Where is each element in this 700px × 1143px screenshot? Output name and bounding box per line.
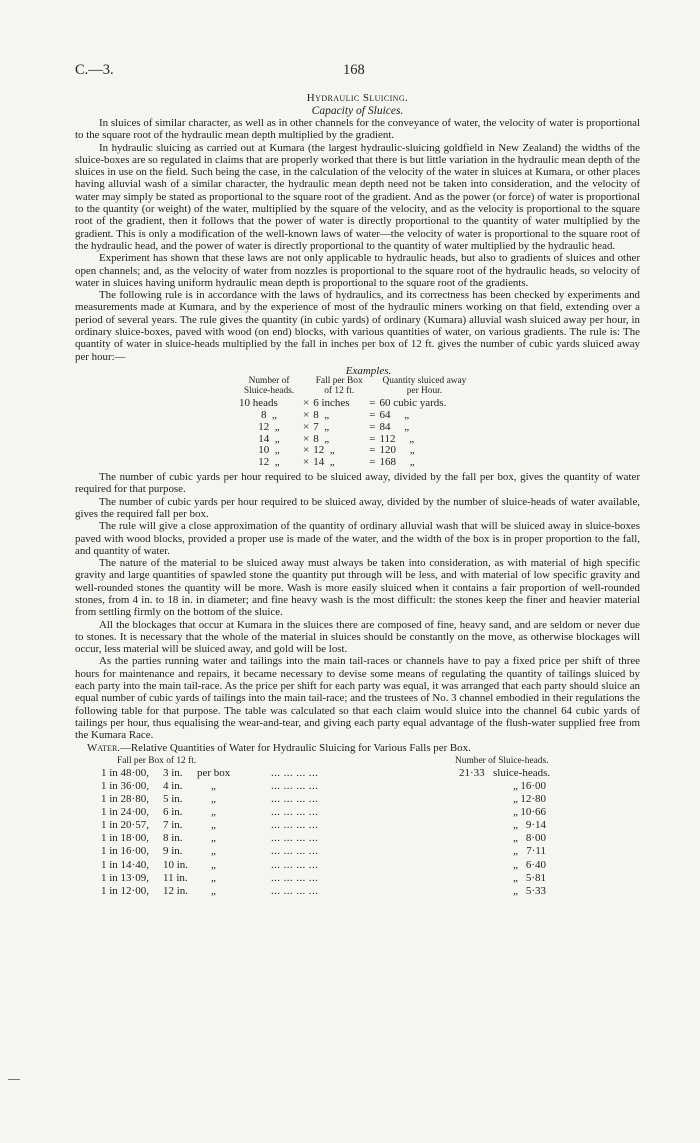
- section-subtitle: Capacity of Sluices.: [311, 105, 404, 117]
- sluice-heads-number: 7·11: [526, 845, 546, 858]
- times-sign: ×: [303, 456, 310, 469]
- examples-table: [237, 377, 471, 469]
- equals-sign: =: [369, 456, 376, 469]
- fall-inches: 10 in.: [163, 858, 189, 871]
- sluice-heads-number: 6·40: [525, 858, 546, 871]
- examples-title: Examples.: [345, 364, 392, 377]
- page-header: [75, 62, 640, 80]
- fall-ratio: 1 in 20·57,: [101, 819, 149, 832]
- paragraph: As the parties running water and tailings into the main tail-races or channels have to pay a fixed price per shift of three hours for maintenance and repairs, it became necessary to devise some means of regulating the quantity of tailings sluiced by each party into the main tail-race. As the price per shift for each party was equal, it was arranged that each party should sluice an equal number of cubic yards of tailings into the main tail-race; and the trustees of No. 3 channel embodied in their regulations the following table for that purpose. The table was calculated so that each claim would sluice into the channel 64 cubic yards of tailings per hour, thus equalising the wear-and-tear, and giving each party equal advantage of the flush-water supplied free from the Kumara Race.: [75, 655, 640, 742]
- per-box: „: [211, 793, 216, 806]
- fall-ratio: 1 in 36·00,: [101, 779, 149, 792]
- sluice-heads-unit: „: [513, 806, 518, 819]
- fall-ratio: 1 in 12·00,: [101, 884, 149, 897]
- fall-cell: 12 „: [313, 444, 335, 457]
- times-sign: ×: [303, 397, 310, 410]
- column-header-number: Number of Sluice-heads.: [455, 755, 549, 766]
- fall-inches: 7 in.: [163, 819, 183, 832]
- sluice-heads-unit: „: [513, 819, 518, 832]
- quantity-cell: 84 „: [379, 420, 410, 433]
- examples-row: [237, 422, 471, 434]
- quantity-cell: 60 cubic yards.: [379, 397, 447, 410]
- per-box: per box: [197, 766, 231, 779]
- fall-cell: 8 „: [313, 432, 330, 445]
- water-table-row: [101, 885, 640, 898]
- sluice-heads-cell: 14 „: [258, 432, 280, 445]
- fall-ratio: 1 in 14·40,: [101, 858, 149, 871]
- sluice-heads-cell: 10 „: [258, 444, 280, 457]
- paragraph: In hydraulic sluicing as carried out at Kumara (the largest hydraulic-sluicing goldfield in New Zealand) the widths of the sluice-boxes are so regulated in claims that are properly worked that there is but little variation in the hydraulic mean depth of the sluices in use on the field. Such being the case, in the calculation of the velocity of the water in sluices at Kumara, or other places having alluvial wash of a similar character, the hydraulic mean depth need not be taken into consideration, and the velocity of water may simply be stated as proportional to the square root of the gradient. And as the power (or force) of water is proportional to the quantity (or weight) of the water, multiplied by the square of the velocity, and as the velocity is proportional to the square root of the gradient, then it follows that the power of water is directly proportional to the quantity of water multiplied by the gradient. This is only a modification of the well-known laws of water—the velocity of water is proportional to the square root of the hydraulic head, and the power of water is directly proportional to the quantity of water multiplied by the hydraulic head.: [75, 141, 640, 252]
- quantity-cell: 64 „: [379, 409, 410, 422]
- sluice-heads-number: 21·33: [459, 766, 485, 779]
- leader-dots: ... ... ... ...: [271, 884, 319, 897]
- paragraph: The rule will give a close approximation of the quantity of ordinary alluvial wash that will be sluiced away in sluice-boxes paved with wood blocks, provided a proper use is made of the water, and the width of the box is in proper proportion to the fall, and quantity of water.: [75, 520, 640, 557]
- sluice-heads-number: 9·14: [525, 819, 546, 832]
- sluice-heads-unit: sluice-heads.: [493, 766, 551, 779]
- sluice-heads-unit: „: [513, 858, 518, 871]
- sluice-heads-cell: 12 „: [258, 456, 280, 469]
- times-sign: ×: [303, 420, 310, 433]
- per-box: „: [211, 779, 216, 792]
- leader-dots: ... ... ... ...: [271, 779, 319, 792]
- water-table-column-headers: [101, 756, 640, 767]
- sluice-heads-unit: „: [513, 845, 518, 858]
- water-table-row: [101, 832, 640, 845]
- water-table-row: [101, 819, 640, 832]
- per-box: „: [211, 884, 216, 897]
- water-table-row: [101, 780, 640, 793]
- paragraph: The nature of the material to be sluiced away must always be taken into consideration, as with material of high specific gravity and large quantities of spawled stone the quantity put through will be less, and with material of low specific gravity and well-rounded stones the quantity will be more. Wash is more easily sluiced when it contains a fair proportion of well-rounded stones, from 4 in. to 18 in. in diameter; and fine heavy wash is the most difficult: the stones keep the finer and heavier material from settling firmly on the bottom of the sluice.: [75, 557, 640, 619]
- paragraph: The following rule is in accordance with the laws of hydraulics, and its correctness has been checked by experiments and measurements made at Kumara, and by the experience of most of the hydraulic miners working on that field, extending over a period of several years. The rule gives the quantity (in cubic yards) of ordinary (Kumara) alluvial wash sluiced away per hour, in ordinary sluice-boxes, paved with wood (on end) blocks, with various quantities of water, on various gradients. The rule is: The quantity of water in sluice-heads multiplied by the fall in inches per box of 12 ft. gives the number of cubic yards sluiced away per hour:—: [75, 289, 640, 363]
- fall-ratio: 1 in 48·00,: [101, 766, 149, 779]
- fall-cell: 8 „: [313, 409, 330, 422]
- fall-inches: 3 in.: [163, 766, 183, 779]
- sluice-heads-cell: 10 heads: [239, 397, 278, 410]
- per-box: „: [211, 845, 216, 858]
- equals-sign: =: [369, 409, 376, 422]
- sluice-heads-cell: 12 „: [258, 420, 280, 433]
- equals-sign: =: [369, 397, 376, 410]
- sluice-heads-unit: „: [513, 884, 518, 897]
- leader-dots: ... ... ... ...: [271, 858, 319, 871]
- page-number: 168: [343, 62, 365, 78]
- fall-cell: 14 „: [313, 456, 335, 469]
- paragraph: Experiment has shown that these laws are not only applicable to hydraulic heads, but also to gradients of sluices and other open channels; and, as the velocity of water from nozzles is proportional to the square root of the hydraulic heads, so velocity of water in sluices having uniform hydraulic mean depth is proportional to the square root of the gradients.: [75, 252, 640, 289]
- examples-row: [237, 457, 471, 469]
- section-title: Hydraulic Sluicing.: [306, 92, 409, 104]
- fall-cell: 7 „: [313, 420, 330, 433]
- paragraph: All the blockages that occur at Kumara in the sluices there are composed of fine, heavy sand, and are seldom or never due to stones. It is necessary that the whole of the material in sluices should be constantly on the move, as otherwise blockages will occur, less material will be sluiced away, and gold will be lost.: [75, 618, 640, 656]
- times-sign: ×: [303, 444, 310, 457]
- equals-sign: =: [369, 444, 376, 457]
- sluice-heads-number: 12·80: [520, 793, 546, 806]
- column-header-sluice-heads: Number of Sluice-heads.: [243, 376, 295, 396]
- paragraph: The number of cubic yards per hour required to be sluiced away, divided by the fall per box, gives the quantity of water required for that purpose.: [75, 471, 640, 496]
- sluice-heads-number: 5·33: [525, 884, 546, 897]
- water-table-heading: [75, 742, 640, 754]
- leader-dots: ... ... ... ...: [271, 766, 319, 779]
- margin-mark: [8, 1079, 20, 1080]
- sluice-heads-number: 16·00: [520, 779, 546, 792]
- document-reference: C.—3.: [75, 62, 114, 78]
- fall-inches: 9 in.: [163, 845, 183, 858]
- sluice-heads-number: 5·81: [525, 871, 546, 884]
- equals-sign: =: [369, 420, 376, 433]
- leader-dots: ... ... ... ...: [271, 806, 319, 819]
- paragraph: In sluices of similar character, as well as in other channels for the conveyance of water, the velocity of water is proportional to the square root of the hydraulic mean depth multiplied by the gradient.: [75, 117, 640, 142]
- water-table-title: —Relative Quantities of Water for Hydraulic Sluicing for Various Falls per Box.: [120, 741, 471, 754]
- fall-inches: 12 in.: [163, 884, 189, 897]
- fall-inches: 5 in.: [163, 793, 183, 806]
- leader-dots: ... ... ... ...: [271, 832, 319, 845]
- column-header-fall-per-box: Fall per Box of 12 ft.: [315, 376, 363, 396]
- fall-ratio: 1 in 28·80,: [101, 793, 149, 806]
- sluice-heads-unit: „: [513, 832, 518, 845]
- fall-ratio: 1 in 16·00,: [101, 845, 149, 858]
- sluice-heads-unit: „: [513, 871, 518, 884]
- per-box: „: [211, 819, 216, 832]
- water-table-row: [101, 793, 640, 806]
- leader-dots: ... ... ... ...: [271, 793, 319, 806]
- fall-inches: 11 in.: [163, 871, 188, 884]
- fall-inches: 6 in.: [163, 806, 183, 819]
- leader-dots: ... ... ... ...: [271, 819, 319, 832]
- fall-ratio: 1 in 24·00,: [101, 806, 149, 819]
- water-table-row: [101, 872, 640, 885]
- sluice-heads-unit: „: [513, 793, 518, 806]
- water-table: [101, 756, 640, 898]
- water-table-row: [101, 767, 640, 780]
- per-box: „: [211, 832, 216, 845]
- quantity-cell: 120 „: [379, 444, 415, 457]
- water-table-row: [101, 859, 640, 872]
- equals-sign: =: [369, 432, 376, 445]
- fall-inches: 8 in.: [163, 832, 183, 845]
- leader-dots: ... ... ... ...: [271, 871, 319, 884]
- column-header-fall: Fall per Box of 12 ft.: [117, 755, 197, 766]
- sluice-heads-cell: 8 „: [261, 409, 277, 422]
- per-box: „: [211, 806, 216, 819]
- per-box: „: [211, 871, 216, 884]
- fall-cell: 6 inches: [313, 397, 350, 410]
- leader-dots: ... ... ... ...: [271, 845, 319, 858]
- sluice-heads-number: 10·66: [520, 806, 546, 819]
- sluice-heads-number: 8·00: [525, 832, 546, 845]
- times-sign: ×: [303, 409, 310, 422]
- column-header-quantity-sluiced: Quantity sluiced away per Hour.: [382, 376, 467, 396]
- quantity-cell: 112 „: [379, 432, 415, 445]
- sluice-heads-unit: „: [513, 779, 518, 792]
- fall-inches: 4 in.: [163, 779, 183, 792]
- quantity-cell: 168 „: [379, 456, 415, 469]
- water-table-row: [101, 845, 640, 858]
- paragraph: The number of cubic yards per hour required to be sluiced away, divided by the number of sluice-heads of water available, gives the required fall per box.: [75, 495, 640, 520]
- times-sign: ×: [303, 432, 310, 445]
- fall-ratio: 1 in 13·09,: [101, 871, 149, 884]
- water-table-lead: Water.: [87, 741, 121, 754]
- per-box: „: [211, 858, 216, 871]
- water-table-row: [101, 806, 640, 819]
- fall-ratio: 1 in 18·00,: [101, 832, 149, 845]
- body-text: [75, 117, 640, 754]
